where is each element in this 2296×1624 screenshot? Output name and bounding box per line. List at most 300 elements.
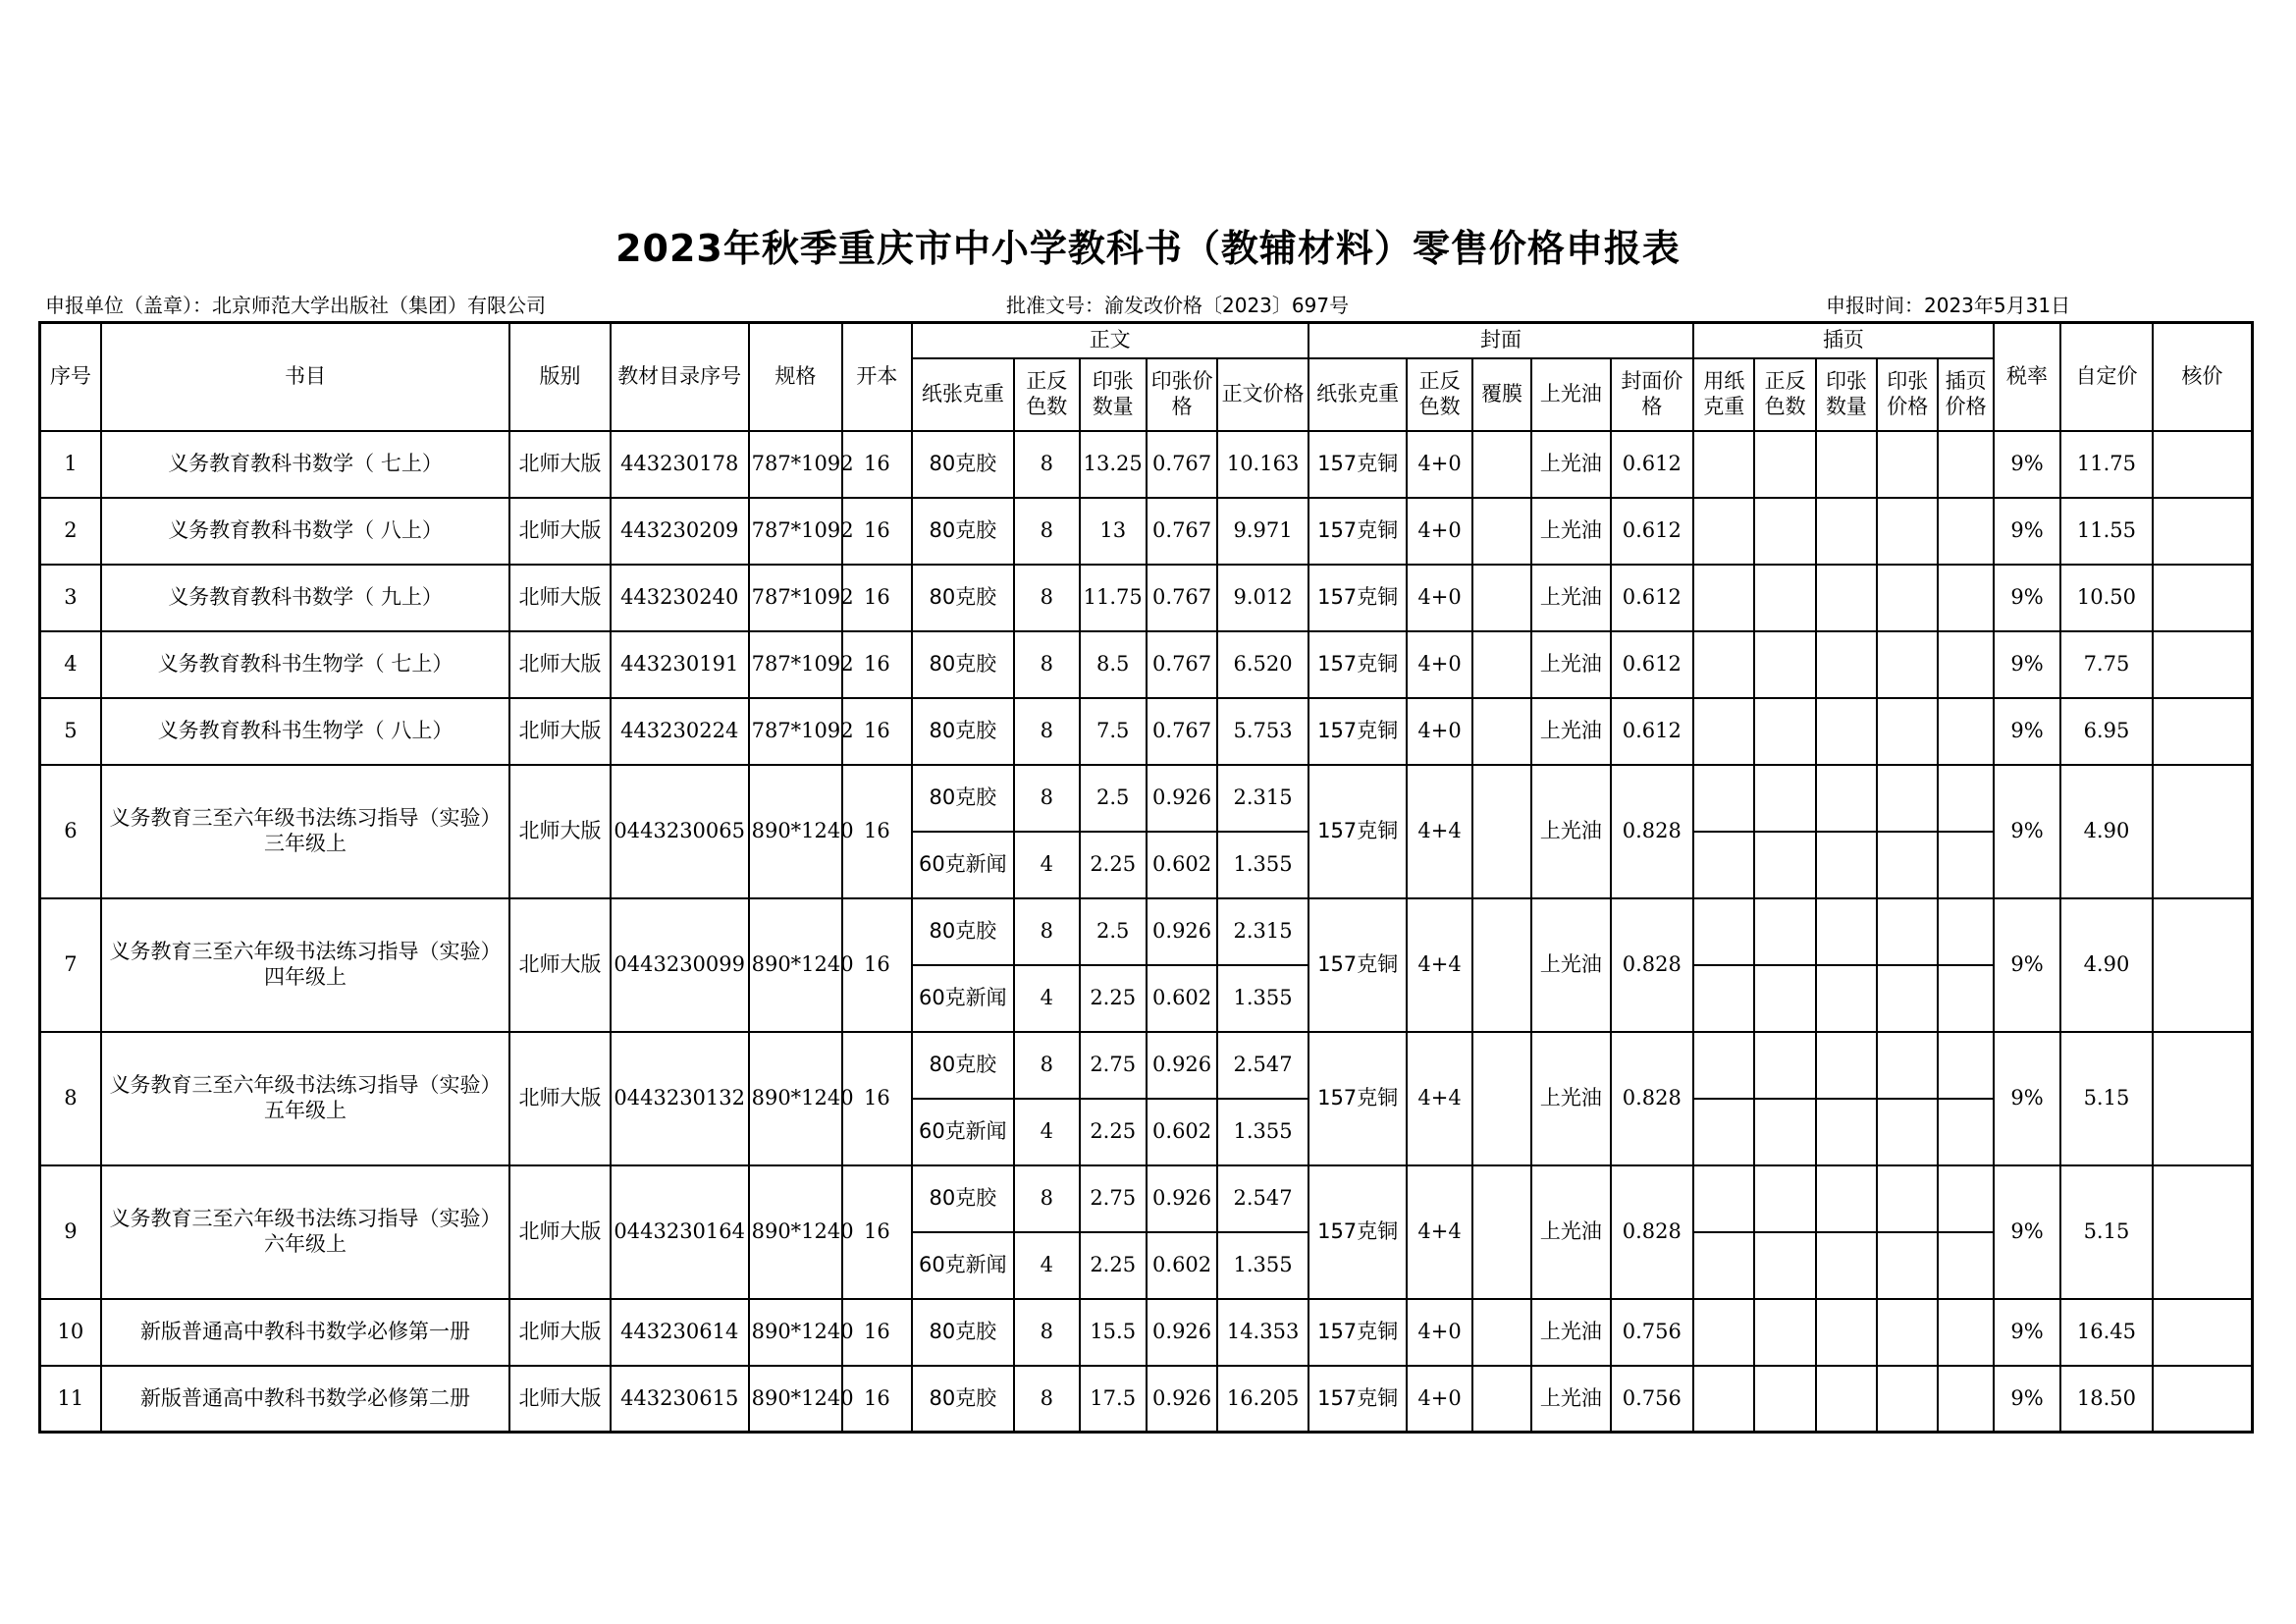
body-sheet-price: 0.767 [1147,565,1217,631]
row-tax: 9% [1994,1032,2060,1165]
row-catalog: 443230240 [611,565,749,631]
body-sheet-price: 0.926 [1147,1032,1217,1099]
insert-cell [1938,1232,1993,1299]
table-row [40,1165,2253,1232]
header-body-paper: 纸张克重 [912,358,1015,431]
body-colors: 4 [1014,832,1079,898]
header-body-price: 正文价格 [1217,358,1308,431]
insert-cell [1816,898,1877,965]
cover-film [1472,631,1531,698]
row-catalog: 443230178 [611,431,749,498]
header-seq: 序号 [40,323,101,431]
declaration-date: 申报时间：2023年5月31日 [1826,294,2071,317]
row-catalog: 0443230099 [611,898,749,1032]
row-catalog: 443230191 [611,631,749,698]
row-verified [2153,765,2253,898]
header-cover-varnish: 上光油 [1531,358,1610,431]
row-spec: 787*1092 [749,631,843,698]
body-sheet-price: 0.602 [1147,965,1217,1032]
cover-price: 0.612 [1611,698,1694,765]
body-price: 9.971 [1217,498,1308,565]
row-seq: 4 [40,631,101,698]
body-sheet-price: 0.926 [1147,1366,1217,1433]
insert-cell [1754,1366,1815,1433]
insert-cell [1938,1032,1993,1099]
insert-cell [1816,1032,1877,1099]
insert-cell [1693,1366,1754,1433]
cover-colors: 4+4 [1407,765,1471,898]
insert-cell [1816,1366,1877,1433]
body-paper: 80克胶 [912,698,1015,765]
cover-price: 0.756 [1611,1299,1694,1366]
insert-cell [1816,965,1877,1032]
cover-varnish: 上光油 [1531,898,1610,1032]
insert-cell [1693,965,1754,1032]
body-sheet-price: 0.767 [1147,631,1217,698]
insert-cell [1693,565,1754,631]
body-price: 16.205 [1217,1366,1308,1433]
price-table [38,321,2254,1434]
insert-cell [1938,1165,1993,1232]
cover-colors: 4+0 [1407,431,1471,498]
row-title: 义务教育教科书数学（ 九上） [101,565,509,631]
body-sheets: 2.5 [1080,765,1147,832]
cover-price: 0.756 [1611,1366,1694,1433]
body-sheets: 11.75 [1080,565,1147,631]
row-tax: 9% [1994,1299,2060,1366]
declaring-unit: 申报单位（盖章）：北京师范大学出版社（集团）有限公司 [45,294,546,317]
cover-film [1472,898,1531,1032]
row-edition: 北师大版 [509,765,611,898]
row-title: 新版普通高中教科书数学必修第一册 [101,1299,509,1366]
header-format: 开本 [842,323,911,431]
cover-varnish: 上光油 [1531,1366,1610,1433]
cover-colors: 4+4 [1407,1165,1471,1299]
row-edition: 北师大版 [509,565,611,631]
insert-cell [1754,1232,1815,1299]
header-verified: 核价 [2153,323,2253,431]
cover-paper: 157克铜 [1308,1299,1408,1366]
cover-film [1472,1366,1531,1433]
insert-cell [1877,631,1938,698]
body-sheet-price: 0.767 [1147,698,1217,765]
row-seq: 10 [40,1299,101,1366]
row-tax: 9% [1994,698,2060,765]
row-self-price: 4.90 [2060,898,2153,1032]
row-spec: 787*1092 [749,565,843,631]
insert-cell [1877,898,1938,965]
header-body-sheets: 印张数量 [1080,358,1147,431]
insert-cell [1938,765,1993,832]
row-seq: 6 [40,765,101,898]
insert-cell [1877,1032,1938,1099]
insert-cell [1754,1165,1815,1232]
insert-cell [1877,1299,1938,1366]
header-cover-film: 覆膜 [1472,358,1531,431]
body-paper: 80克胶 [912,1032,1015,1099]
cover-varnish: 上光油 [1531,1165,1610,1299]
insert-cell [1877,1366,1938,1433]
insert-cell [1693,765,1754,832]
body-sheet-price: 0.767 [1147,431,1217,498]
insert-cell [1816,832,1877,898]
cover-paper: 157克铜 [1308,565,1408,631]
insert-cell [1693,698,1754,765]
body-price: 2.547 [1217,1032,1308,1099]
body-price: 1.355 [1217,1232,1308,1299]
insert-cell [1754,498,1815,565]
row-format: 16 [842,698,911,765]
insert-cell [1938,1366,1993,1433]
row-catalog: 0443230164 [611,1165,749,1299]
cover-colors: 4+0 [1407,631,1471,698]
insert-cell [1816,631,1877,698]
body-paper: 80克胶 [912,898,1015,965]
body-paper: 60克新闻 [912,1232,1015,1299]
cover-varnish: 上光油 [1531,698,1610,765]
row-catalog: 443230615 [611,1366,749,1433]
insert-cell [1816,1299,1877,1366]
cover-colors: 4+0 [1407,1366,1471,1433]
row-verified [2153,431,2253,498]
body-sheet-price: 0.926 [1147,1165,1217,1232]
insert-cell [1693,1165,1754,1232]
cover-film [1472,1165,1531,1299]
insert-cell [1816,1232,1877,1299]
body-sheet-price: 0.926 [1147,765,1217,832]
row-edition: 北师大版 [509,1032,611,1165]
row-spec: 787*1092 [749,698,843,765]
row-self-price: 11.75 [2060,431,2153,498]
body-paper: 60克新闻 [912,832,1015,898]
body-sheets: 2.75 [1080,1165,1147,1232]
row-seq: 9 [40,1165,101,1299]
cover-price: 0.612 [1611,498,1694,565]
insert-cell [1938,698,1993,765]
row-edition: 北师大版 [509,498,611,565]
row-format: 16 [842,1366,911,1433]
body-price: 2.315 [1217,765,1308,832]
table-row [40,765,2253,832]
row-self-price: 5.15 [2060,1165,2153,1299]
cover-colors: 4+0 [1407,1299,1471,1366]
body-colors: 8 [1014,1366,1079,1433]
body-price: 2.315 [1217,898,1308,965]
body-colors: 8 [1014,765,1079,832]
row-format: 16 [842,631,911,698]
cover-paper: 157克铜 [1308,431,1408,498]
row-tax: 9% [1994,631,2060,698]
row-verified [2153,1299,2253,1366]
header-cover-paper: 纸张克重 [1308,358,1408,431]
row-edition: 北师大版 [509,631,611,698]
insert-cell [1754,898,1815,965]
insert-cell [1938,1099,1993,1165]
cover-colors: 4+4 [1407,1032,1471,1165]
cover-paper: 157克铜 [1308,1032,1408,1165]
body-price: 1.355 [1217,832,1308,898]
body-paper: 80克胶 [912,1366,1015,1433]
cover-film [1472,1299,1531,1366]
row-catalog: 443230209 [611,498,749,565]
table-row [40,1366,2253,1433]
header-insert-group: 插页 [1693,323,1994,358]
cover-paper: 157克铜 [1308,631,1408,698]
header-body-colors: 正反色数 [1014,358,1079,431]
table-row [40,631,2253,698]
cover-film [1472,1032,1531,1165]
table-row [40,565,2253,631]
cover-varnish: 上光油 [1531,431,1610,498]
insert-cell [1754,1299,1815,1366]
row-title: 义务教育教科书生物学（ 八上） [101,698,509,765]
body-price: 10.163 [1217,431,1308,498]
row-spec: 890*1240 [749,765,843,898]
row-seq: 11 [40,1366,101,1433]
header-spec: 规格 [749,323,843,431]
insert-cell [1938,832,1993,898]
row-edition: 北师大版 [509,898,611,1032]
cover-price: 0.612 [1611,565,1694,631]
row-format: 16 [842,898,911,1032]
body-sheets: 8.5 [1080,631,1147,698]
insert-cell [1693,1099,1754,1165]
insert-cell [1877,1232,1938,1299]
cover-colors: 4+0 [1407,698,1471,765]
insert-cell [1754,1032,1815,1099]
insert-cell [1816,1099,1877,1165]
body-sheet-price: 0.767 [1147,498,1217,565]
cover-film [1472,498,1531,565]
cover-price: 0.828 [1611,898,1694,1032]
header-tax: 税率 [1994,323,2060,431]
cover-price: 0.612 [1611,431,1694,498]
row-spec: 787*1092 [749,431,843,498]
row-spec: 890*1240 [749,1299,843,1366]
insert-cell [1938,631,1993,698]
insert-cell [1938,1299,1993,1366]
row-title: 义务教育三至六年级书法练习指导（实验）五年级上 [101,1032,509,1165]
row-spec: 890*1240 [749,1165,843,1299]
insert-cell [1877,765,1938,832]
body-colors: 8 [1014,1165,1079,1232]
cover-price: 0.828 [1611,765,1694,898]
body-sheet-price: 0.602 [1147,832,1217,898]
table-row [40,898,2253,965]
row-format: 16 [842,1165,911,1299]
insert-cell [1754,631,1815,698]
insert-cell [1877,1165,1938,1232]
cover-film [1472,565,1531,631]
body-price: 1.355 [1217,965,1308,1032]
row-tax: 9% [1994,498,2060,565]
row-seq: 7 [40,898,101,1032]
insert-cell [1938,565,1993,631]
row-verified [2153,698,2253,765]
header-insert-price: 插页价格 [1938,358,1993,431]
row-format: 16 [842,565,911,631]
body-sheet-price: 0.926 [1147,1299,1217,1366]
body-sheet-price: 0.926 [1147,898,1217,965]
cover-paper: 157克铜 [1308,1366,1408,1433]
row-seq: 8 [40,1032,101,1165]
cover-varnish: 上光油 [1531,631,1610,698]
insert-cell [1693,498,1754,565]
body-sheets: 2.25 [1080,1099,1147,1165]
header-insert-colors: 正反色数 [1754,358,1815,431]
row-edition: 北师大版 [509,698,611,765]
row-title: 义务教育教科书生物学（ 七上） [101,631,509,698]
row-format: 16 [842,431,911,498]
body-sheets: 15.5 [1080,1299,1147,1366]
row-verified [2153,898,2253,1032]
header-title: 书目 [101,323,509,431]
row-self-price: 18.50 [2060,1366,2153,1433]
body-colors: 8 [1014,1299,1079,1366]
cover-colors: 4+0 [1407,565,1471,631]
insert-cell [1754,965,1815,1032]
row-verified [2153,565,2253,631]
body-sheets: 7.5 [1080,698,1147,765]
header-cover-colors: 正反色数 [1407,358,1471,431]
row-title: 义务教育三至六年级书法练习指导（实验）四年级上 [101,898,509,1032]
body-colors: 8 [1014,631,1079,698]
insert-cell [1693,832,1754,898]
header-self-price: 自定价 [2060,323,2153,431]
insert-cell [1877,832,1938,898]
body-price: 5.753 [1217,698,1308,765]
row-catalog: 0443230065 [611,765,749,898]
insert-cell [1877,965,1938,1032]
cover-paper: 157克铜 [1308,765,1408,898]
insert-cell [1877,1099,1938,1165]
body-sheets: 2.25 [1080,965,1147,1032]
row-self-price: 7.75 [2060,631,2153,698]
row-format: 16 [842,1032,911,1165]
body-price: 9.012 [1217,565,1308,631]
row-verified [2153,498,2253,565]
header-catalog: 教材目录序号 [611,323,749,431]
insert-cell [1877,498,1938,565]
row-verified [2153,1165,2253,1299]
header-insert-paper: 用纸克重 [1693,358,1754,431]
row-spec: 890*1240 [749,1366,843,1433]
table-row [40,698,2253,765]
body-colors: 8 [1014,498,1079,565]
insert-cell [1938,898,1993,965]
body-paper: 60克新闻 [912,965,1015,1032]
row-tax: 9% [1994,1366,2060,1433]
body-sheets: 13.25 [1080,431,1147,498]
row-format: 16 [842,1299,911,1366]
row-title: 义务教育三至六年级书法练习指导（实验）六年级上 [101,1165,509,1299]
row-verified [2153,631,2253,698]
row-catalog: 0443230132 [611,1032,749,1165]
row-format: 16 [842,765,911,898]
insert-cell [1938,498,1993,565]
row-tax: 9% [1994,765,2060,898]
cover-price: 0.828 [1611,1032,1694,1165]
table-row [40,1299,2253,1366]
row-edition: 北师大版 [509,1366,611,1433]
header-body-sheet-price: 印张价格 [1147,358,1217,431]
row-self-price: 10.50 [2060,565,2153,631]
table-row [40,1032,2253,1099]
row-title: 义务教育三至六年级书法练习指导（实验）三年级上 [101,765,509,898]
insert-cell [1938,431,1993,498]
insert-cell [1816,1165,1877,1232]
body-colors: 8 [1014,1032,1079,1099]
approval-number: 批准文号：渝发改价格〔2023〕697号 [1006,294,1350,317]
cover-paper: 157克铜 [1308,498,1408,565]
body-price: 14.353 [1217,1299,1308,1366]
row-format: 16 [842,498,911,565]
insert-cell [1877,698,1938,765]
body-sheets: 2.75 [1080,1032,1147,1099]
row-seq: 1 [40,431,101,498]
cover-colors: 4+0 [1407,498,1471,565]
header-edition: 版别 [509,323,611,431]
row-self-price: 16.45 [2060,1299,2153,1366]
body-colors: 8 [1014,898,1079,965]
body-paper: 80克胶 [912,1165,1015,1232]
body-paper: 80克胶 [912,765,1015,832]
row-self-price: 5.15 [2060,1032,2153,1165]
table-row [40,498,2253,565]
row-tax: 9% [1994,565,2060,631]
insert-cell [1816,431,1877,498]
body-sheets: 2.25 [1080,1232,1147,1299]
insert-cell [1693,898,1754,965]
body-paper: 80克胶 [912,1299,1015,1366]
row-seq: 3 [40,565,101,631]
row-verified [2153,1032,2253,1165]
body-sheets: 2.5 [1080,898,1147,965]
insert-cell [1693,1299,1754,1366]
body-colors: 8 [1014,431,1079,498]
cover-paper: 157克铜 [1308,1165,1408,1299]
insert-cell [1693,1032,1754,1099]
body-price: 2.547 [1217,1165,1308,1232]
cover-paper: 157克铜 [1308,898,1408,1032]
row-edition: 北师大版 [509,1165,611,1299]
row-title: 新版普通高中教科书数学必修第二册 [101,1366,509,1433]
insert-cell [1877,565,1938,631]
header-cover-price: 封面价格 [1611,358,1694,431]
row-seq: 5 [40,698,101,765]
row-catalog: 443230224 [611,698,749,765]
insert-cell [1693,631,1754,698]
body-paper: 80克胶 [912,431,1015,498]
insert-cell [1877,431,1938,498]
insert-cell [1754,1099,1815,1165]
body-price: 1.355 [1217,1099,1308,1165]
cover-film [1472,765,1531,898]
body-sheet-price: 0.602 [1147,1232,1217,1299]
row-edition: 北师大版 [509,1299,611,1366]
row-edition: 北师大版 [509,431,611,498]
insert-cell [1754,765,1815,832]
insert-cell [1693,1232,1754,1299]
insert-cell [1754,698,1815,765]
table-body [40,431,2253,1433]
row-spec: 890*1240 [749,898,843,1032]
header-cover-group: 封面 [1308,323,1693,358]
insert-cell [1816,765,1877,832]
body-paper: 60克新闻 [912,1099,1015,1165]
cover-price: 0.828 [1611,1165,1694,1299]
header-insert-sheet-price: 印张价格 [1877,358,1938,431]
